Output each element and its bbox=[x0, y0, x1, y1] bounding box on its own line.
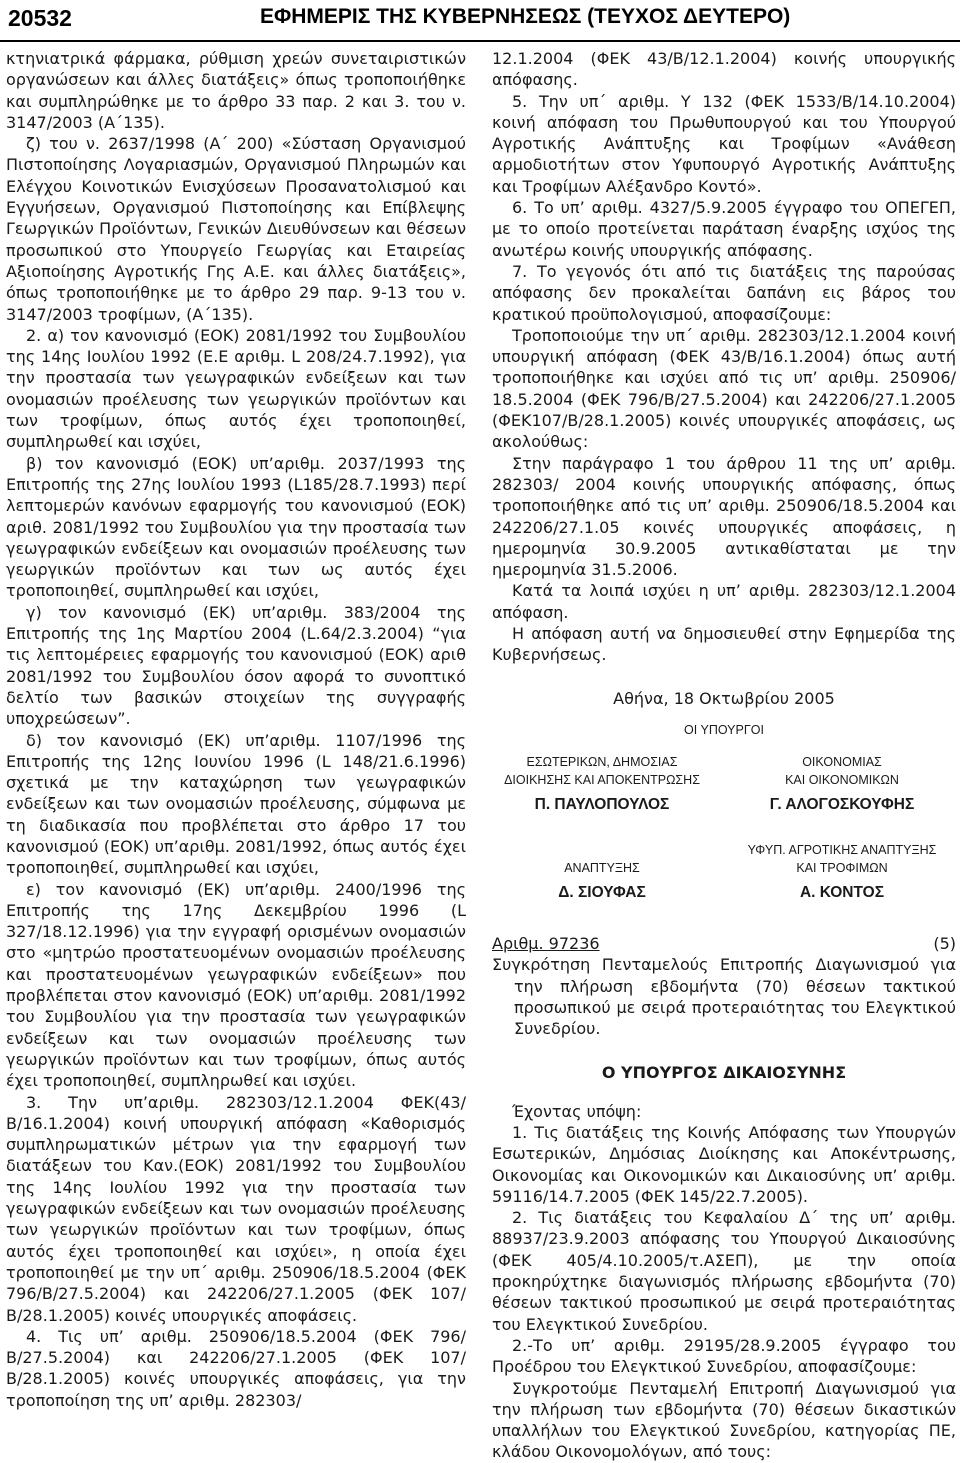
paragraph: Κατά τα λοιπά ισχύει η υπ’ αριθμ. 282303/12.1.2004 απόφαση. bbox=[492, 581, 956, 622]
signatory-interior: ΕΣΩΤΕΡΙΚΩΝ, ΔΗΜΟΣΙΑΣ ΔΙΟΙΚΗΣΗΣ ΚΑΙ ΑΠΟΚΕΝΤΡΩΣΗΣ Π. ΠΑΥΛΟΠΟΥΛΟΣ bbox=[504, 754, 700, 813]
decision-subject: Συγκρότηση Πενταμελούς Επιτροπής Διαγωνισμού για την πλήρωση εβδομήντα (70) θέσεων τακτικού προσωπικού με σειρά προτεραιότητας του Ελεγκτικού Συνεδρίου. bbox=[492, 955, 956, 1039]
paragraph: 7. Το γεγονός ότι από τις διατάξεις της παρούσας απόφασης δεν προκαλείται δαπάνη εις βάρος του κρατικού προϋπολογισμού, αποφασίζουμε: bbox=[492, 261, 956, 324]
minister-heading: Ο ΥΠΟΥΡΓΟΣ ΔΙΚΑΙΟΣΥΝΗΣ bbox=[601, 1063, 847, 1083]
paragraph: Τροποποιούμε την υπ΄ αριθμ. 282303/12.1.2004 κοινή υπουργική απόφαση (ΦΕΚ 43/Β/16.1.2004) όπως αυτή τροποποιήθηκε και ισχύει από τις υπ’ αριθμ. 250906/ 18.5.2004 (ΦΕΚ 796/Β/27.5.2004) και 242206/27.1.2005 (ΦΕΚ107/Β/28.1.2005) κοινές υπουργικές αποφάσεις, ως ακολούθως: bbox=[492, 325, 956, 452]
signatory-economy: ΟΙΚΟΝΟΜΙΑΣ ΚΑΙ ΟΙΚΟΝΟΜΙΚΩΝ Γ. ΑΛΟΓΟΣΚΟΥΦΗΣ bbox=[769, 754, 915, 813]
paragraph: ζ) του ν. 2637/1998 (Α΄ 200) «Σύσταση Οργανισμού Πιστοποίησης Λογαριασμών, Οργανισμού Πληρωμών και Ελέγχου Κοινοτικών Ενισχύσεων Προσανατολισμού και Εγγυήσεων, Οργανισμού Πιστοποίησης και Επίβλεψης Γεωργικών Προϊόντων, Γενικών Διευθύνσεων και θέσεων προσωπικού στο Υπουργείο Γεωργίας και Εταιρείας Αξιοποίησης Αγροτικής Γης Α.Ε. και άλλες διατάξεις», όπως τροποποιήθηκε με το άρθρο 29 παρ. 9-13 του ν. 3147/2003 τροφίμων, (Α΄135). bbox=[6, 134, 466, 324]
paragraph: 12.1.2004 (ΦΕΚ 43/Β/12.1.2004) κοινής υπουργικής απόφασης. bbox=[492, 49, 956, 90]
right-column bbox=[492, 48, 956, 1463]
signature-block bbox=[492, 711, 956, 923]
paragraph: Στην παράγραφο 1 του άρθρου 11 της υπ’ αριθμ. 282303/ 2004 κοινής υπουργικής απόφασης, όπως τροποποιήθηκε από τις υπ’ αριθμ. 250906/18.5.2004 και 242206/27.1.05 κοινές υπουργικές αποφάσεις, η ημερομηνία 30.9.2005 αντικαθίσταται με την ημερομηνία 31.5.2006. bbox=[492, 453, 956, 580]
ministers-heading: ΟΙ ΥΠΟΥΡΓΟΙ bbox=[684, 722, 764, 737]
page-header bbox=[0, 0, 960, 42]
page-number: 20532 bbox=[8, 5, 72, 31]
paragraph: Έχοντας υπόψη: bbox=[512, 1101, 642, 1121]
left-column bbox=[6, 48, 466, 1411]
signatory-development: ΑΝΑΠΤΥΞΗΣ Δ. ΣΙΟΥΦΑΣ bbox=[558, 861, 646, 901]
paragraph: 4. Τις υπ’ αριθμ. 250906/18.5.2004 (ΦΕΚ 796/Β/27.5.2004) και 242206/27.1.2005 (ΦΕΚ 107/Β/28.1.2005) κοινές υπουργικές αποφάσεις, για την τροποποίηση της υπ’ αριθμ. 282303/ bbox=[6, 1326, 466, 1410]
paragraph: 6. Το υπ’ αριθμ. 4327/5.9.2005 έγγραφο του ΟΠΕΓΕΠ, με το οποίο προτείνεται παράταση έναρξης ισχύος της ανωτέρω κοινής υπουργικής απόφασης. bbox=[492, 198, 956, 260]
paragraph: 2. Τις διατάξεις του Κεφαλαίου Δ΄ της υπ’ αριθμ. 88937/23.9.2003 απόφασης του Υπουργού Δικαιοσύνης (ΦΕΚ 405/4.10.2005/τ.ΑΣΕΠ), με την οποία προκηρύχτηκε διαγωνισμός πλήρωσης εβδομήντα (70) θέσεων τακτικού προσωπικού με σειρά προτεραιότητας του Ελεγκτικού Συνεδρίου. bbox=[492, 1208, 956, 1334]
gazette-title: ΕΦΗΜΕΡΙΣ ΤΗΣ ΚΥΒΕΡΝΗΣΕΩΣ (ΤΕΥΧΟΣ ΔΕΥΤΕΡΟ) bbox=[260, 5, 791, 28]
paragraph: Συγκροτούμε Πενταμελή Επιτροπή Διαγωνισμού για την πλήρωση των εβδομήντα (70) θέσεων δικαστικών υπαλλήλων του Ελεγκτικού Συνεδρίου, κατηγορίας ΠΕ, κλάδου Οικονομολόγων, από τους: bbox=[492, 1378, 956, 1462]
decision-number: Αριθμ. 97236 bbox=[492, 933, 600, 953]
paragraph: Η απόφαση αυτή να δημοσιευθεί στην Εφημερίδα της Κυβερνήσεως. bbox=[492, 624, 956, 665]
decision-sequence: (5) bbox=[933, 933, 956, 953]
decision-number-line bbox=[492, 933, 956, 954]
date-line: Αθήνα, 18 Οκτωβρίου 2005 bbox=[613, 688, 835, 708]
paragraph: 2. α) τον κανονισμό (ΕΟΚ) 2081/1992 του Συμβουλίου της 14ης Ιουλίου 1992 (Ε.Ε αριθμ. L 208/24.7.1992), για την προστασία των γεωγραφικών ενδείξεων και των ονομασιών προέλευσης των γεωργικών προϊόντων και των τροφίμων, όπως αυτός έχει τροποποιηθεί, συμπληρωθεί και ισχύει, bbox=[6, 325, 466, 452]
paragraph: γ) τον κανονισμό (ΕΚ) υπ’αριθμ. 383/2004 της Επιτροπής της 1ης Μαρτίου 2004 (L.64/2.3.2004) “για τις λεπτομέρειες εφαρμογής του κανονισμού (ΕΟΚ) αριθ 2081/1992 του Συμβουλίου όσον αφορά το συνοπτικό δελτίο των βασικών στοιχείων της συγγραφής υποχρεώσεων”. bbox=[6, 602, 466, 729]
paragraph: 1. Τις διατάξεις της Κοινής Απόφασης των Υπουργών Εσωτερικών, Δημόσιας Διοίκησης και Αποκέντρωσης, Οικονομίας και Οικονομικών και Δικαιοσύνης υπ’ αριθμ. 59116/14.7.2005 (ΦΕΚ 145/22.7.2005). bbox=[492, 1122, 956, 1206]
paragraph: 5. Την υπ΄ αριθμ. Υ 132 (ΦΕΚ 1533/Β/14.10.2004) κοινή απόφαση του Πρωθυπουργού και του Υπουργού Αγροτικής Ανάπτυξης και Τροφίμων «Ανάθεση αρμοδιοτήτων στον Υφυπουργό Αγροτικής Ανάπτυξης και Τροφίμων Αλέξανδρο Κοντό». bbox=[492, 91, 956, 196]
paragraph: κτηνιατρικά φάρμακα, ρύθμιση χρεών συνεταιριστικών οργανώσεων και άλλες διατάξεις» όπως τροποποιήθηκε και συμπληρώθηκε με το άρθρο 33 παρ. 2 και 3. του ν. 3147/2003 (Α΄135). bbox=[6, 49, 466, 132]
paragraph: δ) τον κανονισμό (ΕΚ) υπ’αριθμ. 1107/1996 της Επιτροπής της 12ης Ιουνίου 1996 (L 148/21.6.1996) σχετικά με την καταχώρηση των γεωγραφικών ενδείξεων και των ονομασιών προέλευσης, σύμφωνα με τη διαδικασία που προβλέπεται στο άρθρο 17 του κανονισμού (ΕΟΚ) υπ’αριθμ. 2081/1992, όπως αυτός έχει τροποποιηθεί, συμπληρωθεί και ισχύει, bbox=[6, 730, 466, 878]
paragraph: β) τον κανονισμό (ΕΟΚ) υπ’αριθμ. 2037/1993 της Επιτροπής της 27ης Ιουλίου 1993 (L185/28.7.1993) περί λεπτομερών κανόνων εφαρμογής του κανονισμού (ΕΟΚ) αριθ. 2081/1992 του Συμβουλίου για την προστασία των γεωγραφικών ενδείξεων και ονομασιών προέλευσης των γεωργικών προϊόντων και των ως αυτός έχει τροποποιηθεί, συμπληρωθεί και ισχύει, bbox=[6, 453, 466, 601]
paragraph: 2.-Το υπ’ αριθμ. 29195/28.9.2005 έγγραφο του Προέδρου του Ελεγκτικού Συνεδρίου, αποφασίζουμε: bbox=[492, 1335, 956, 1377]
paragraph: 3. Την υπ’αριθμ. 282303/12.1.2004 ΦΕΚ(43/Β/16.1.2004) κοινή υπουργική απόφαση «Καθορισμός συμπληρωματικών μέτρων για την εφαρμογή των διατάξεων του Καν.(ΕΟΚ) 2081/1992 του Συμβουλίου της 14ης Ιουλίου 1992 για την προστασία των γεωγραφικών ενδείξεων και των ονομασιών προέλευσης των γεωργικών προϊόντων και των τροφίμων, όπως αυτός έχει τροποποιηθεί και ισχύει», η οποία έχει τροποποιηθεί με την υπ΄ αριθμ. 250906/18.5.2004 (ΦΕΚ 796/Β/27.5.2004) και 242206/27.1.2005 (ΦΕΚ 107/Β/28.1.2005) κοινές υπουργικές αποφάσεις. bbox=[6, 1092, 466, 1325]
signatory-agriculture: ΥΦΥΠ. ΑΓΡΟΤΙΚΗΣ ΑΝΑΠΤΥΞΗΣ ΚΑΙ ΤΡΟΦΙΜΩΝ Α. ΚΟΝΤΟΣ bbox=[747, 842, 937, 901]
paragraph: ε) τον κανονισμό (ΕΚ) υπ’αριθμ. 2400/1996 της Επιτροπής της 17ης Δεκεμβρίου 1996 (L 327/18.12.1996) για την εγγραφή ορισμένων ονομασιών στο «μητρώο προστατευομένων ονομασιών προέλευσης και προστατευομένων γεωγραφικών ενδείξεων» που προβλέπεται στον κανονισμό (ΕΟΚ) υπ’αριθμ. 2081/1992 του Συμβουλίου για την προστασία των γεωγραφικών ενδείξεων και των ονομασιών προέλευσης των γεωργικών προϊόντων και των τροφίμων, όπως αυτός έχει τροποποιηθεί, συμπληρωθεί και ισχύει. bbox=[6, 879, 466, 1091]
